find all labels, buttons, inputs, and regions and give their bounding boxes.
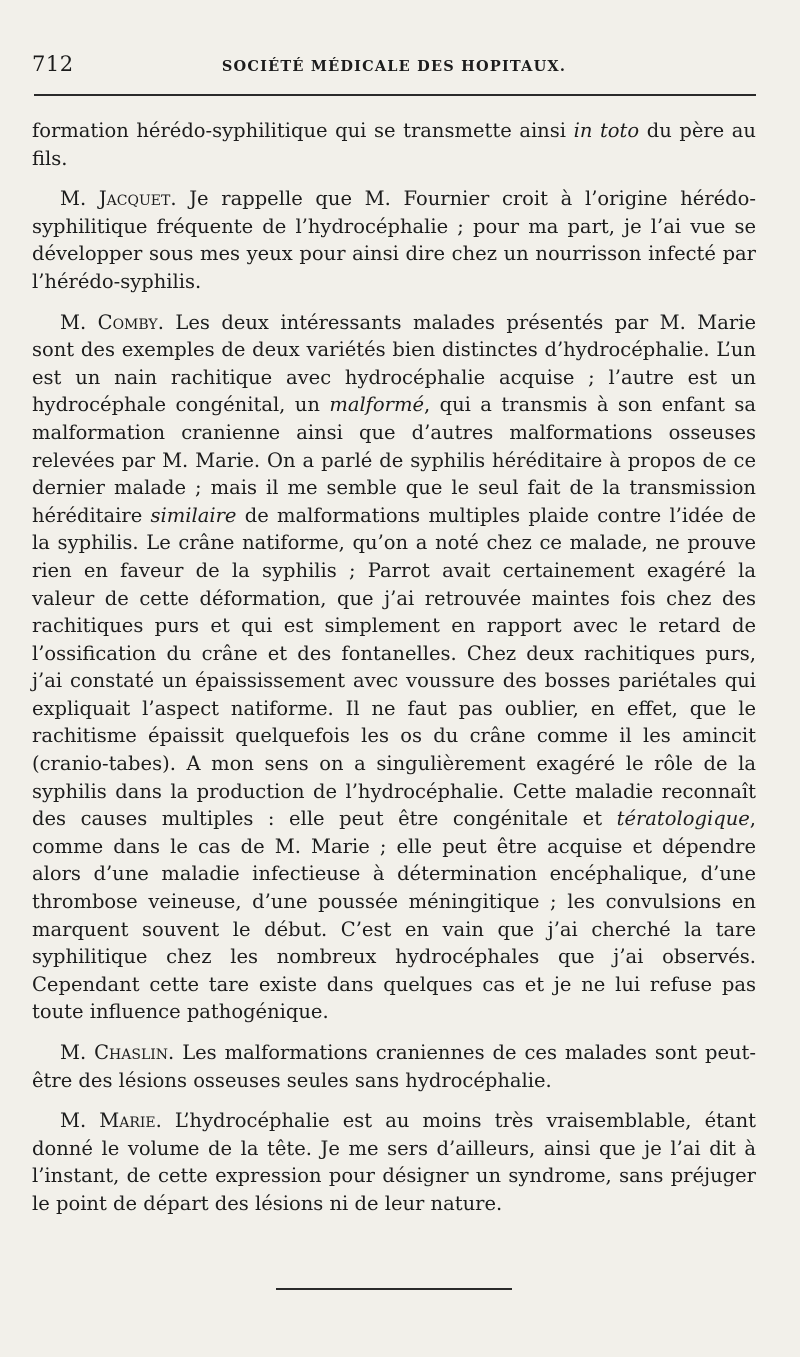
text-segment: de malformations multiples plaide contre l’idée de la syphilis. Le crâne natiforme, qu’on a noté chez ce malade, ne prouve rien en faveur de la syphilis ; Parrot avait certainement exagéré la valeur de cette déformation, que j’ai retrouvée maintes fois chez des rachitiques purs et qui est simplement en rapport avec le retard de l’ossification du crâne et des fontanelles. Chez deux rachitiques purs, j’ai constaté un épaississement avec voussure des bosses pariétales qui expliquait l’aspect natiforme. Il ne faut pas oublier, en effet, que le rachitisme épaissit quelquefois les os du crâne comme il les amincit (cranio-tabes). A mon sens on a singulièrement exagéré le rôle de la syphilis dans la production de l’hydrocéphalie. Cette maladie reconnaît des causes multiples : elle peut être congénitale et: [32, 503, 756, 831]
paragraph-chaslin: [32, 1039, 756, 1094]
paragraph-continuation: [32, 117, 756, 172]
paragraph-marie: [32, 1107, 756, 1217]
paragraph-text: . Les malformations craniennes de ces malades sont peut-être des lésions osseuses seules sans hydrocéphalie.: [32, 1041, 756, 1092]
speaker-prefix: M.: [60, 1041, 95, 1064]
text-segment: . Les deux intéressants malades présentés par M. Marie sont des exemples de deux variétés bien distinctes d’hydrocéphalie. L’un est un nain rachitique avec hydrocéphalie acquise ; l’autre est un hydrocéphale congénital, un: [32, 310, 756, 417]
italic-phrase: similaire: [150, 503, 237, 527]
italic-phrase: in toto: [573, 119, 640, 142]
paragraph-text: . L’hydrocéphalie est au moins très vraisemblable, étant donné le volume de la tête. Je me sers d’ailleurs, ainsi que je l’ai dit à l’instant, de cette expression pour désigner un syndrome, sans préjuger le point de départ des lésions ni de leur nature.: [32, 1109, 756, 1215]
text-segment: , qui a transmis à son enfant sa malformation cranienne ainsi que d’autres malformations osseuses relevées par M. Marie. On a parlé de syphilis héréditaire à propos de ce dernier malade ; mais il me semble que le seul fait de la transmission héréditaire: [32, 393, 756, 527]
text-segment: formation hérédo-syphilitique qui se transmette ainsi: [32, 119, 574, 142]
italic-phrase: tératologique: [616, 807, 750, 831]
speaker-prefix: M.: [60, 187, 99, 211]
text-segment: , comme dans le cas de M. Marie ; elle peut être acquise et dépendre alors d’une maladie infectieuse à détermination encéphalique, d’une thrombose veineuse, d’une poussée méningitique ; les convulsions en marquent souvent le début. C’est en vain que j’ai cherché la tare syphilitique chez les nombreux hydrocéphales que j’ai observés. Cependant cette tare existe dans quelques cas et je ne lui refuse pas toute influence pathogénique.: [32, 807, 756, 1024]
end-rule: [276, 1288, 512, 1290]
italic-phrase: malformé: [329, 393, 424, 417]
paragraph-jacquet: [32, 185, 756, 295]
page-number: 712: [32, 52, 74, 76]
body-text: [32, 117, 756, 1218]
paragraph-text: . Je rappelle que M. Fournier croit à l’origine hérédo-syphilitique fréquente de l’hydrocéphalie ; pour ma part, je l’ai vue se développer sous mes yeux pour ainsi dire chez un nourrisson infecté par l’hérédo-syphilis.: [32, 187, 756, 293]
speaker-prefix: M.: [60, 310, 98, 334]
paragraph-comby: [32, 309, 756, 1026]
text-segment: du père au fils.: [32, 119, 756, 170]
speaker-name: Chaslin: [94, 1041, 169, 1064]
header-rule: [34, 94, 756, 96]
speaker-name: Jacquet: [98, 187, 171, 211]
speaker-prefix: M.: [60, 1109, 100, 1133]
speaker-name: Comby: [97, 310, 158, 334]
running-title: SOCIÉTÉ MÉDICALE DES HOPITAUX.: [221, 58, 567, 75]
page-header: [32, 50, 756, 82]
speaker-name: Marie: [99, 1109, 156, 1133]
